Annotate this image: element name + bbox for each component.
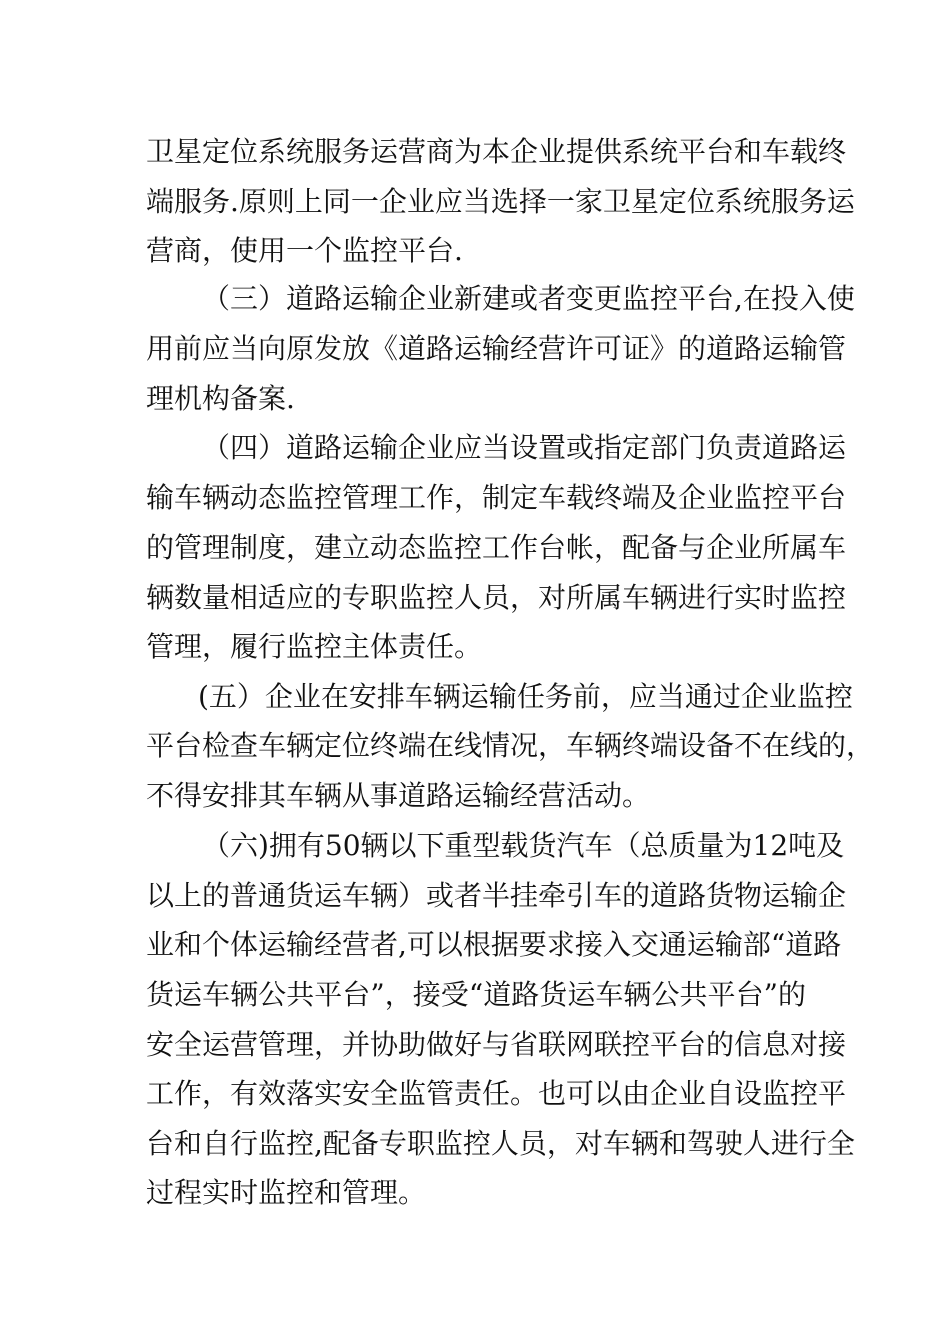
text-line: （六)拥有50辆以下重型载货汽车（总质量为12吨及 bbox=[202, 829, 845, 862]
text-line: 卫星定位系统服务运营商为本企业提供系统平台和车载终 bbox=[146, 135, 847, 168]
text-line: 端服务.原则上同一企业应当选择一家卫星定位系统服务运 bbox=[146, 185, 855, 218]
text-line: 营商，使用一个监控平台. bbox=[146, 234, 463, 267]
text-line: 以上的普通货运车辆）或者半挂牵引车的道路货物运输企 bbox=[146, 879, 847, 912]
text-line: 理机构备案. bbox=[146, 382, 295, 415]
text-line: 业和个体运输经营者,可以根据要求接入交通运输部“道路 bbox=[146, 928, 842, 961]
text-line: （四）道路运输企业应当设置或指定部门负责道路运 bbox=[202, 431, 847, 464]
text-line: (五）企业在安排车辆运输任务前，应当通过企业监控 bbox=[198, 680, 853, 713]
text-line: 管理，履行监控主体责任。 bbox=[146, 630, 483, 663]
text-line: 的管理制度，建立动态监控工作台帐，配备与企业所属车 bbox=[146, 531, 847, 564]
text-line: 输车辆动态监控管理工作，制定车载终端及企业监控平台 bbox=[146, 481, 847, 514]
text-line: 用前应当向原发放《道路运输经营许可证》的道路运输管 bbox=[146, 332, 847, 365]
text-line: 安全运营管理，并协助做好与省联网联控平台的信息对接 bbox=[146, 1028, 847, 1061]
text-line: 平台检查车辆定位终端在线情况，车辆终端设备不在线的， bbox=[146, 729, 875, 762]
text-line: 工作，有效落实安全监管责任。也可以由企业自设监控平 bbox=[146, 1077, 847, 1110]
text-line: 辆数量相适应的专职监控人员，对所属车辆进行实时监控 bbox=[146, 581, 847, 614]
text-line: 过程实时监控和管理。 bbox=[146, 1176, 427, 1209]
text-line: （三）道路运输企业新建或者变更监控平台,在投入使 bbox=[202, 282, 855, 315]
text-line: 不得安排其车辆从事道路运输经营活动。 bbox=[146, 779, 651, 812]
text-line: 台和自行监控,配备专职监控人员，对车辆和驾驶人进行全 bbox=[146, 1127, 855, 1160]
text-line: 货运车辆公共平台”，接受“道路货运车辆公共平台”的 bbox=[146, 978, 806, 1011]
